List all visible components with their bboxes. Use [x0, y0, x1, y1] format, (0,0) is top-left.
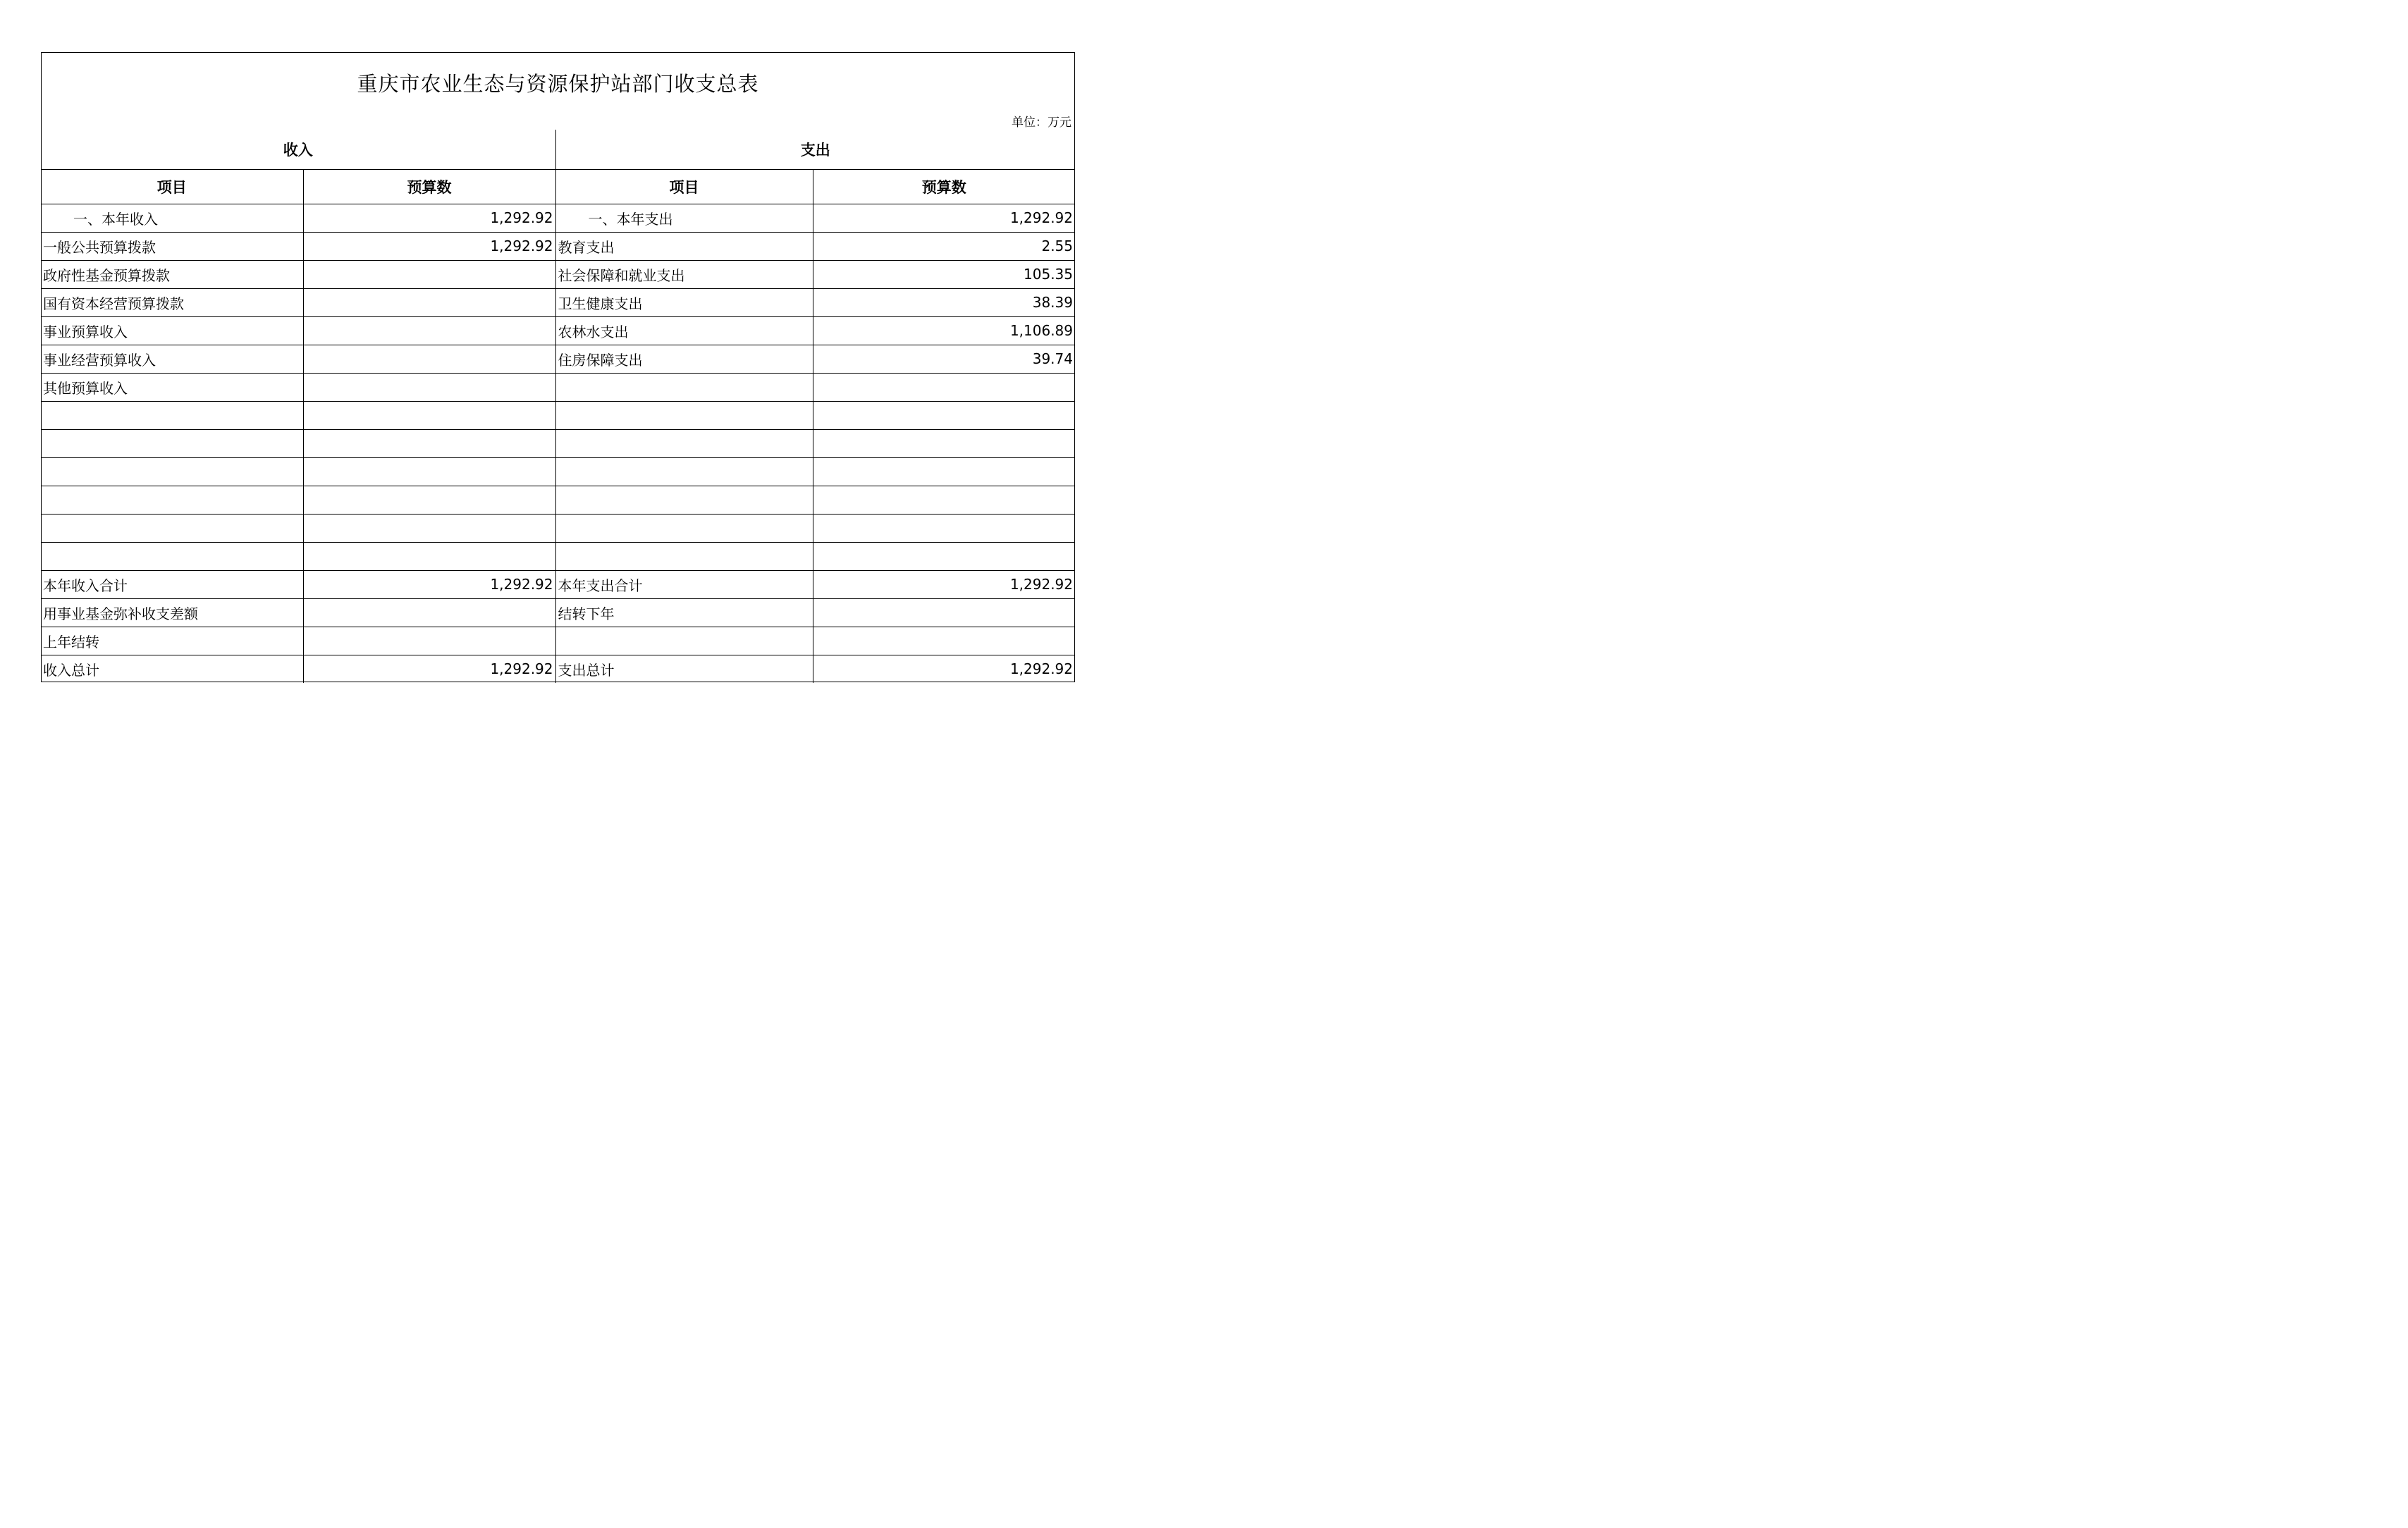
table-row: [41, 204, 1075, 232]
budget-sheet: [41, 52, 1075, 682]
expense-item-cell: 农林水支出: [555, 316, 813, 345]
income-item-cell: 事业经营预算收入: [41, 345, 303, 373]
table-row: [41, 316, 1075, 345]
income-budget-cell: [303, 288, 555, 316]
expense-budget-cell: 38.39: [813, 288, 1075, 316]
income-item-cell: 一、本年收入: [41, 204, 303, 232]
income-budget-cell: [303, 260, 555, 288]
page-title: 重庆市农业生态与资源保护站部门收支总表: [357, 72, 759, 96]
expense-item-cell: [555, 373, 813, 401]
income-item-cell: [41, 542, 303, 570]
income-budget-cell: [303, 627, 555, 655]
income-item-cell: [41, 486, 303, 514]
income-budget-cell: [303, 514, 555, 542]
expense-budget-cell: [813, 486, 1075, 514]
expense-budget-cell: [813, 542, 1075, 570]
expense-budget-cell: 1,292.92: [813, 570, 1075, 598]
income-budget-cell: 1,292.92: [303, 655, 555, 683]
expense-item-cell: 一、本年支出: [555, 204, 813, 232]
income-item-cell: 事业预算收入: [41, 316, 303, 345]
income-item-cell: [41, 429, 303, 457]
expense-item-cell: 住房保障支出: [555, 345, 813, 373]
expense-budget-cell: [813, 373, 1075, 401]
income-item-cell: 用事业基金弥补收支差额: [41, 598, 303, 627]
expense-section-header: 支出: [555, 130, 1075, 169]
income-item-cell: 收入总计: [41, 655, 303, 683]
expense-budget-header: 预算数: [813, 169, 1075, 204]
income-budget-cell: [303, 316, 555, 345]
expense-budget-cell: [813, 429, 1075, 457]
income-item-cell: 上年结转: [41, 627, 303, 655]
expense-item-cell: [555, 486, 813, 514]
income-budget-cell: [303, 401, 555, 429]
income-budget-cell: [303, 429, 555, 457]
expense-budget-cell: [813, 514, 1075, 542]
table-row: [41, 429, 1075, 457]
income-item-cell: 其他预算收入: [41, 373, 303, 401]
expense-budget-cell: 39.74: [813, 345, 1075, 373]
expense-item-cell: 支出总计: [555, 655, 813, 683]
income-budget-header: 预算数: [303, 169, 555, 204]
income-item-cell: [41, 401, 303, 429]
expense-item-cell: 卫生健康支出: [555, 288, 813, 316]
expense-item-cell: [555, 429, 813, 457]
expense-item-cell: [555, 627, 813, 655]
table-row: [41, 373, 1075, 401]
expense-item-cell: [555, 542, 813, 570]
table-row: [41, 598, 1075, 627]
income-expense-table: [41, 130, 1075, 683]
income-item-cell: 政府性基金预算拨款: [41, 260, 303, 288]
income-item-cell: [41, 457, 303, 486]
expense-budget-cell: 1,106.89: [813, 316, 1075, 345]
expense-item-cell: 社会保障和就业支出: [555, 260, 813, 288]
income-item-cell: 国有资本经营预算拨款: [41, 288, 303, 316]
table-row: [41, 655, 1075, 683]
table-row: [41, 570, 1075, 598]
expense-item-cell: [555, 401, 813, 429]
expense-budget-cell: [813, 457, 1075, 486]
income-budget-cell: [303, 598, 555, 627]
income-budget-cell: [303, 373, 555, 401]
expense-budget-cell: [813, 627, 1075, 655]
column-header-row: [41, 169, 1075, 204]
table-row: [41, 486, 1075, 514]
expense-item-cell: [555, 514, 813, 542]
table-row: [41, 288, 1075, 316]
table-row: [41, 514, 1075, 542]
expense-budget-cell: 1,292.92: [813, 655, 1075, 683]
income-budget-cell: 1,292.92: [303, 570, 555, 598]
income-item-cell: 本年收入合计: [41, 570, 303, 598]
expense-budget-cell: 2.55: [813, 232, 1075, 260]
unit-label: 单位：万元: [1012, 116, 1071, 130]
expense-item-cell: 结转下年: [555, 598, 813, 627]
table-row: [41, 401, 1075, 429]
income-budget-cell: [303, 345, 555, 373]
income-item-header: 项目: [41, 169, 303, 204]
income-section-header: 收入: [41, 130, 555, 169]
income-item-cell: [41, 514, 303, 542]
table-row: [41, 542, 1075, 570]
table-row: [41, 232, 1075, 260]
income-budget-cell: 1,292.92: [303, 232, 555, 260]
table-row: [41, 457, 1075, 486]
expense-budget-cell: 105.35: [813, 260, 1075, 288]
income-budget-cell: [303, 486, 555, 514]
income-budget-cell: [303, 457, 555, 486]
table-row: [41, 345, 1075, 373]
income-item-cell: 一般公共预算拨款: [41, 232, 303, 260]
expense-item-header: 项目: [555, 169, 813, 204]
income-budget-cell: 1,292.92: [303, 204, 555, 232]
expense-item-cell: 教育支出: [555, 232, 813, 260]
expense-item-cell: [555, 457, 813, 486]
section-header-row: [41, 130, 1075, 169]
table-row: [41, 260, 1075, 288]
table-row: [41, 627, 1075, 655]
expense-budget-cell: [813, 598, 1075, 627]
income-budget-cell: [303, 542, 555, 570]
expense-budget-cell: 1,292.92: [813, 204, 1075, 232]
expense-budget-cell: [813, 401, 1075, 429]
expense-item-cell: 本年支出合计: [555, 570, 813, 598]
